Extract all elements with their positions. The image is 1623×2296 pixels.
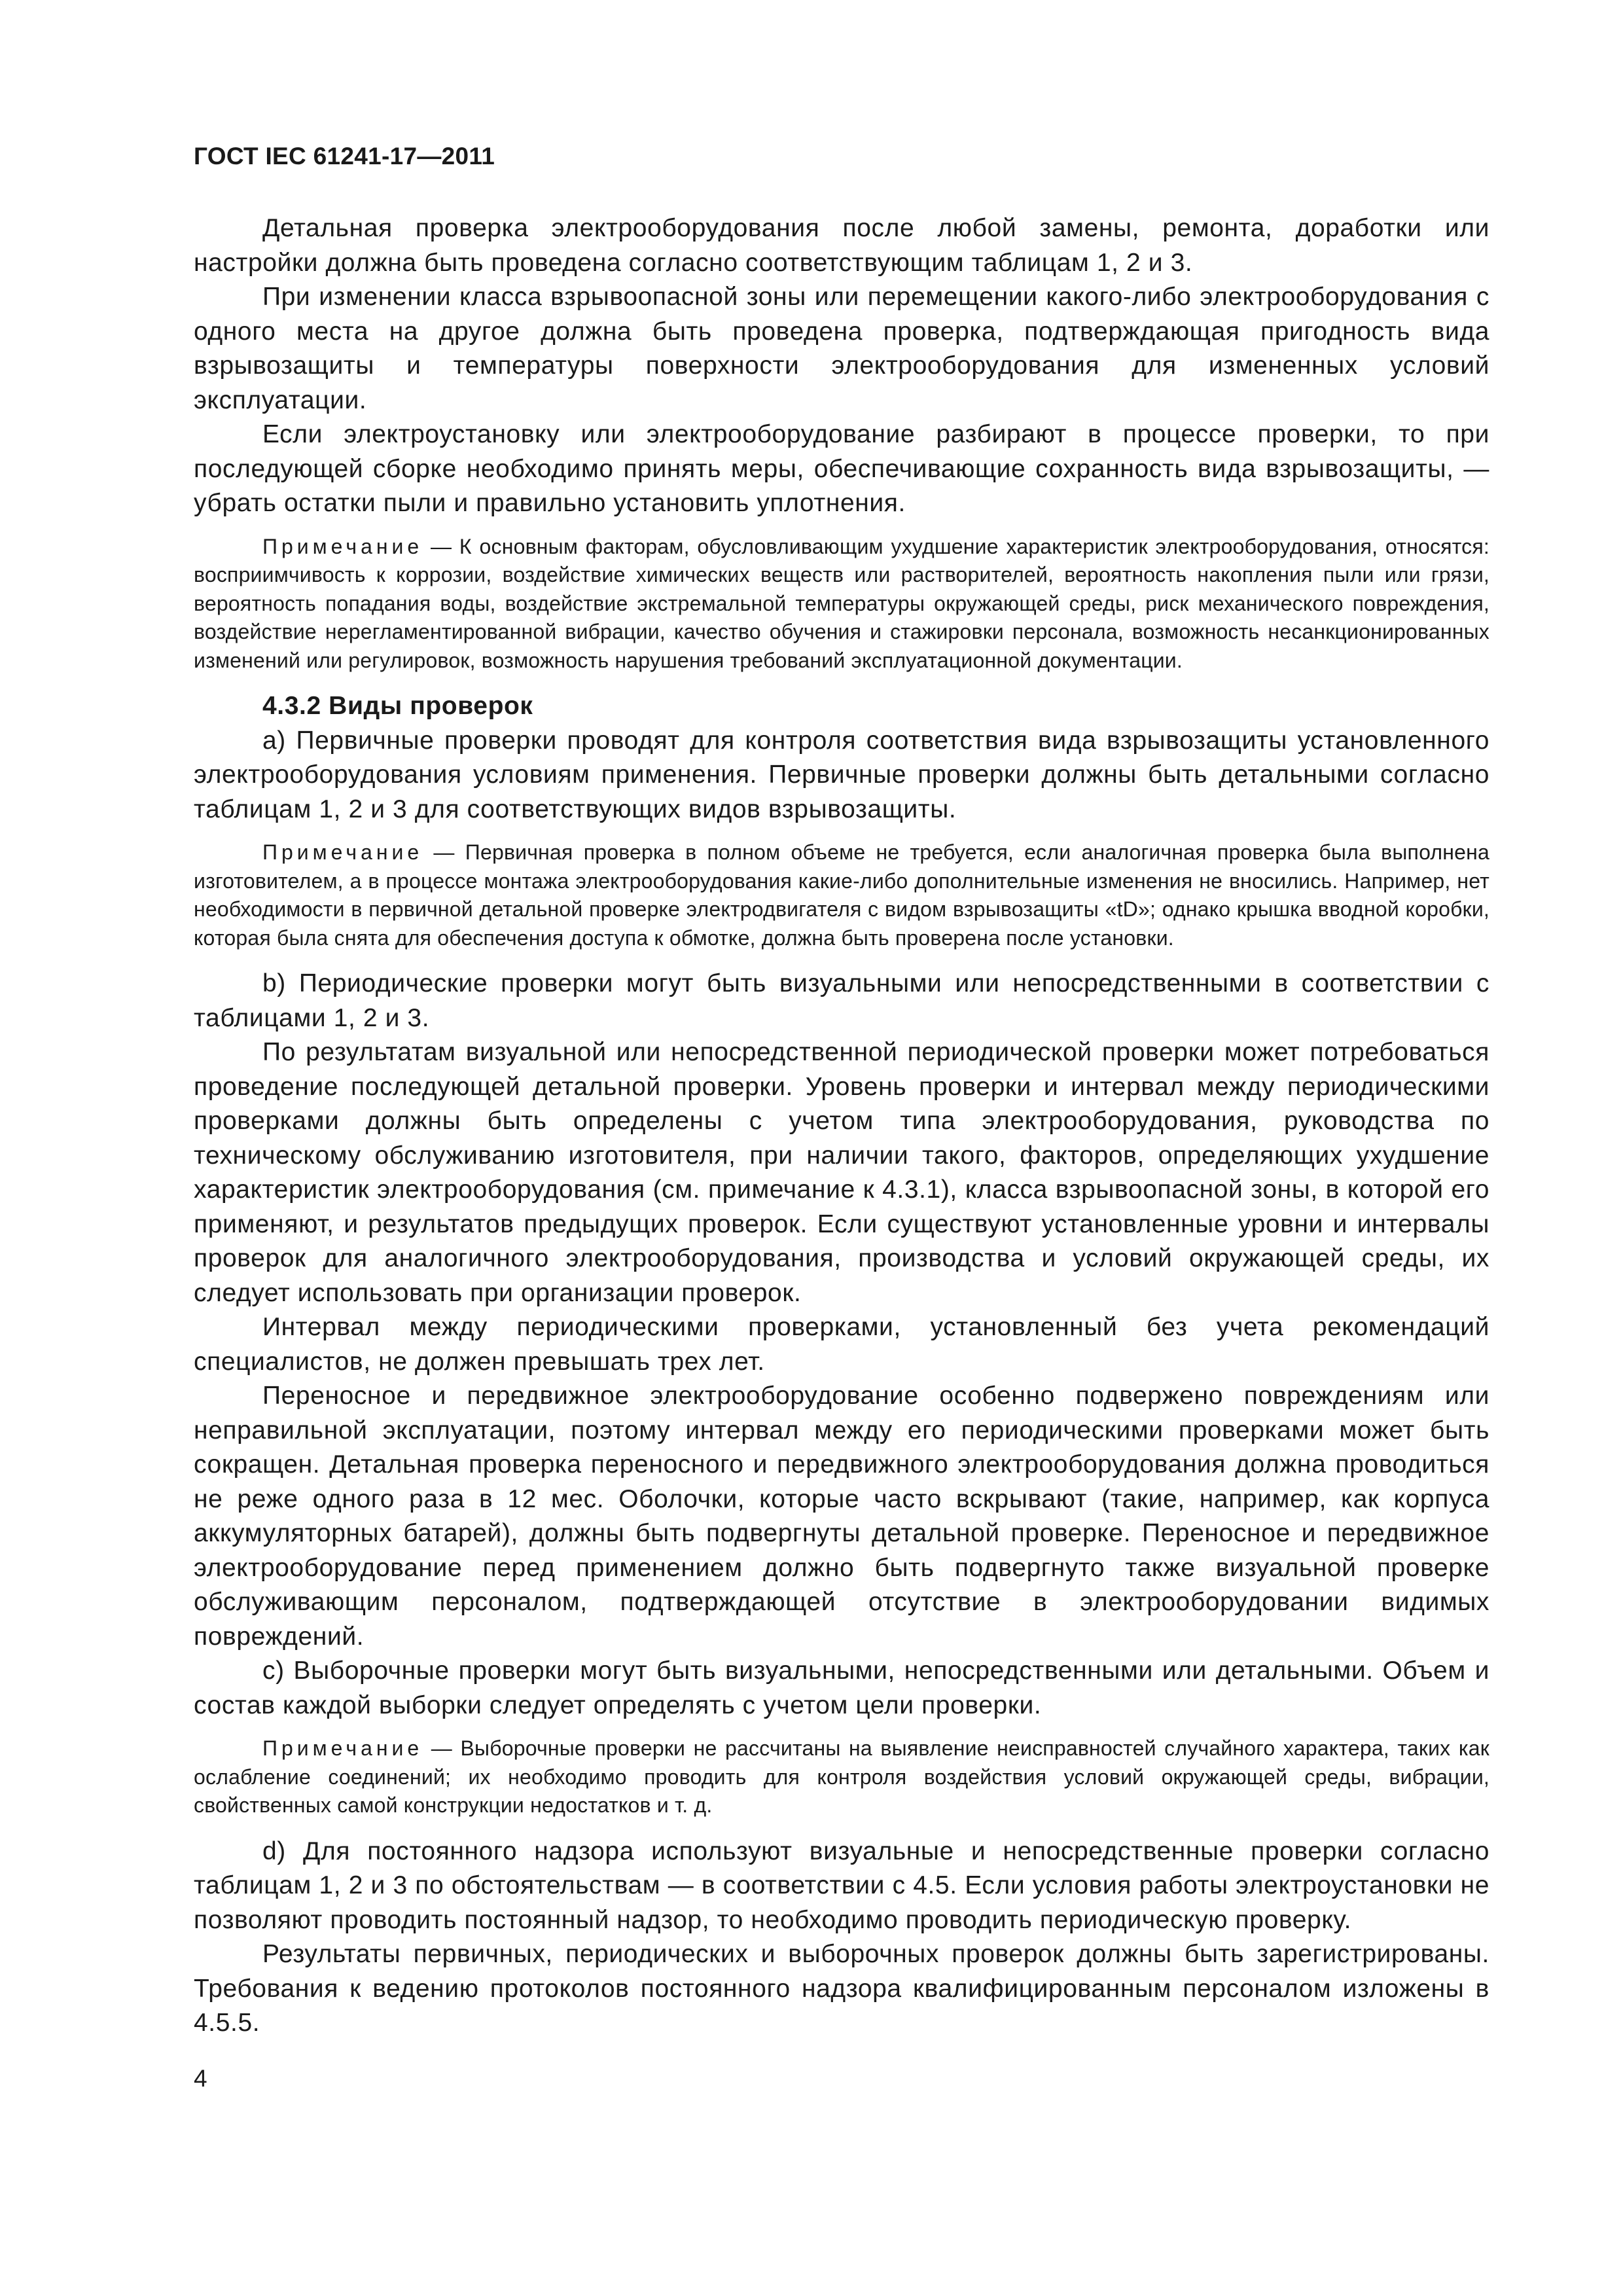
note-deterioration-factors	[194, 533, 1489, 675]
note-label: Примечание	[262, 840, 423, 864]
document-code: ГОСТ IEC 61241-17—2011	[194, 143, 495, 170]
paragraph-continuous-supervision: d) Для постоянного надзора используют визуальные и непосредственные проверки согласно таблицам 1, 2 и 3 по обстоятельствам — в соответствии с 4.5. Если условия работы электроустановки не позволяют проводить постоянный надзор, то необходимо проводить периодическую проверку.	[194, 1837, 1489, 1934]
note-label: Примечание	[262, 534, 423, 558]
note-text: — Первичная проверка в полном объеме не требуется, если аналогичная проверка была выполнена изготовителем, а в процессе монтажа электрооборудования какие-либо дополнительные изменения не вносились. Например, нет необходимости в первичной детальной проверке электродвигателя с видом взрывозащиты «tD»; однако крышка вводной коробки, которая была снята для обеспечения доступа к обмотке, должна быть проверена после установки.	[194, 840, 1489, 950]
paragraph-sample-checks: с) Выборочные проверки могут быть визуальными, непосредственными или детальными. Объем и состав каждой выборки следует определять с учетом цели проверки.	[194, 1657, 1489, 1719]
document-page	[194, 141, 1489, 2041]
paragraph-zone-change: При изменении класса взрывоопасной зоны или перемещении какого-либо электрооборудования с одного места на другое должна быть проведена проверка, подтверждающая пригодность вида взрывозащиты и температуры поверхности электрооборудования для измененных условий эксплуатации.	[194, 283, 1489, 414]
note-text: — К основным факторам, обусловливающим ухудшение характеристик электрооборудования, относятся: восприимчивость к коррозии, воздействие химических веществ или растворителей, вероятность накопления пыли или грязи, вероятность попадания воды, воздействие экстремальной температуры окружающей среды, риск механического повреждения, воздействие нерегламентированной вибрации, качество обучения и стажировки персонала, возможность несанкционированных изменений или регулировок, возможность нарушения требований эксплуатационной документации.	[194, 534, 1489, 672]
note-initial-check	[194, 838, 1489, 952]
paragraph-periodic-results: По результатам визуальной или непосредственной периодической проверки может потребоваться проведение последующей детальной проверки. Уровень проверки и интервал между периодическими проверками должны быть определены с учетом типа электрооборудования, руководства по техническому обслуживанию изготовителя, при наличии такого, факторов, определяющих ухудшение характеристик электрооборудования (см. примечание к 4.3.1), класса взрывоопасной зоны, в которой его применяют, и результатов предыдущих проверок. Если существуют установленные уровни и интервалы проверок для аналогичного электрооборудования, производства и условий окружающей среды, их следует использовать при организации проверок.	[194, 1038, 1489, 1307]
paragraph-periodic-interval: Интервал между периодическими проверками, установленный без учета рекомендаций специалистов, не должен превышать трех лет.	[194, 1313, 1489, 1376]
note-text: — Выборочные проверки не рассчитаны на выявление неисправностей случайного характера, таких как ослабление соединений; их необходимо проводить для контроля воздействия условий окружающей среды, вибрации, свойственных самой конструкции недостатков и т. д.	[194, 1736, 1489, 1817]
paragraph-registration: Результаты первичных, периодических и выборочных проверок должны быть зарегистрированы. Требования к ведению протоколов постоянного надзора квалифицированным персоналом изложены в 4.5.5.	[194, 1940, 1489, 2037]
note-sample-checks	[194, 1734, 1489, 1820]
page-number: 4	[194, 2065, 207, 2092]
section-heading: 4.3.2 Виды проверок	[262, 692, 533, 720]
paragraph-periodic-checks: b) Периодические проверки могут быть визуальными или непосредственными в соответствии с таблицами 1, 2 и 3.	[194, 969, 1489, 1032]
paragraph-disassembly: Если электроустановку или электрооборудование разбирают в процессе проверки, то при последующей сборке необходимо принять меры, обеспечивающие сохранность вида взрывозащиты, — убрать остатки пыли и правильно установить уплотнения.	[194, 420, 1489, 517]
note-label: Примечание	[262, 1736, 423, 1760]
paragraph-initial-checks: а) Первичные проверки проводят для контроля соответствия вида взрывозащиты установленного электрооборудования условиям применения. Первичные проверки должны быть детальными согласно таблицам 1, 2 и 3 для соответствующих видов взрывозащиты.	[194, 726, 1489, 823]
paragraph-portable-equipment: Переносное и передвижное электрооборудование особенно подвержено повреждениям или неправильной эксплуатации, поэтому интервал между его периодическими проверками может быть сокращен. Детальная проверка переносного и передвижного электрооборудования должна проводиться не реже одного раза в 12 мес. Оболочки, которые часто вскрывают (такие, например, как корпуса аккумуляторных батарей), должны быть подвергнуты детальной проверке. Переносное и передвижное электрооборудование перед применением должно быть подвергнуто также визуальной проверке обслуживающим персоналом, подтверждающей отсутствие в электрооборудовании видимых повреждений.	[194, 1382, 1489, 1651]
paragraph-detailed-check: Детальная проверка электрооборудования после любой замены, ремонта, доработки или настройки должна быть проведена согласно соответствующим таблицам 1, 2 и 3.	[194, 214, 1489, 277]
